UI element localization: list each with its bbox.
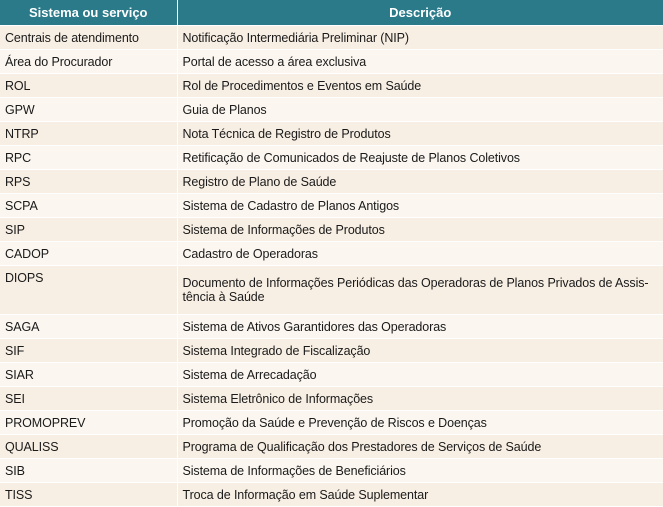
cell-sistema: ROL — [0, 74, 177, 98]
table-row — [0, 242, 663, 266]
cell-descricao: Sistema de Arrecadação — [177, 363, 663, 387]
cell-sistema: DIOPS — [0, 266, 177, 315]
cell-sistema: NTRP — [0, 122, 177, 146]
table-row — [0, 387, 663, 411]
cell-descricao: Sistema de Cadastro de Planos Antigos — [177, 194, 663, 218]
table-row — [0, 483, 663, 507]
table-row — [0, 411, 663, 435]
cell-sistema: SEI — [0, 387, 177, 411]
cell-descricao: Sistema de Ativos Garantidores das Operadoras — [177, 315, 663, 339]
cell-sistema: SIP — [0, 218, 177, 242]
table-row — [0, 122, 663, 146]
cell-descricao: Documento de Informações Periódicas das Operadoras de Planos Privados de Assis-tência à Saúde — [177, 266, 663, 315]
cell-sistema: QUALISS — [0, 435, 177, 459]
table-row — [0, 170, 663, 194]
cell-descricao: Guia de Planos — [177, 98, 663, 122]
cell-sistema: RPS — [0, 170, 177, 194]
table-row — [0, 194, 663, 218]
cell-descricao: Rol de Procedimentos e Eventos em Saúde — [177, 74, 663, 98]
cell-sistema: SCPA — [0, 194, 177, 218]
header-descricao: Descrição — [177, 0, 663, 26]
cell-descricao: Sistema Integrado de Fiscalização — [177, 339, 663, 363]
table-row — [0, 26, 663, 50]
table-row — [0, 146, 663, 170]
cell-descricao: Cadastro de Operadoras — [177, 242, 663, 266]
table-row — [0, 315, 663, 339]
table-row — [0, 50, 663, 74]
table-row — [0, 98, 663, 122]
cell-descricao: Promoção da Saúde e Prevenção de Riscos e Doenças — [177, 411, 663, 435]
cell-sistema: GPW — [0, 98, 177, 122]
header-sistema: Sistema ou serviço — [0, 0, 177, 26]
cell-descricao: Nota Técnica de Registro de Produtos — [177, 122, 663, 146]
cell-descricao: Sistema de Informações de Produtos — [177, 218, 663, 242]
cell-descricao: Notificação Intermediária Preliminar (NIP) — [177, 26, 663, 50]
cell-sistema: Centrais de atendimento — [0, 26, 177, 50]
header-row — [0, 0, 663, 26]
cell-descricao: Troca de Informação em Saúde Suplementar — [177, 483, 663, 507]
table-body — [0, 26, 663, 507]
cell-sistema: SAGA — [0, 315, 177, 339]
table-header — [0, 0, 663, 26]
cell-sistema: SIF — [0, 339, 177, 363]
table-row — [0, 266, 663, 315]
cell-descricao: Retificação de Comunicados de Reajuste de Planos Coletivos — [177, 146, 663, 170]
table-row — [0, 339, 663, 363]
table-row — [0, 363, 663, 387]
cell-sistema: Área do Procurador — [0, 50, 177, 74]
cell-descricao: Registro de Plano de Saúde — [177, 170, 663, 194]
cell-descricao: Programa de Qualificação dos Prestadores de Serviços de Saúde — [177, 435, 663, 459]
cell-sistema: RPC — [0, 146, 177, 170]
table-row — [0, 218, 663, 242]
cell-descricao: Portal de acesso a área exclusiva — [177, 50, 663, 74]
cell-sistema: CADOP — [0, 242, 177, 266]
cell-descricao: Sistema de Informações de Beneficiários — [177, 459, 663, 483]
table-row — [0, 435, 663, 459]
cell-sistema: SIB — [0, 459, 177, 483]
cell-sistema: SIAR — [0, 363, 177, 387]
cell-descricao: Sistema Eletrônico de Informações — [177, 387, 663, 411]
cell-sistema: PROMOPREV — [0, 411, 177, 435]
table-row — [0, 459, 663, 483]
cell-sistema: TISS — [0, 483, 177, 507]
table-row — [0, 74, 663, 98]
